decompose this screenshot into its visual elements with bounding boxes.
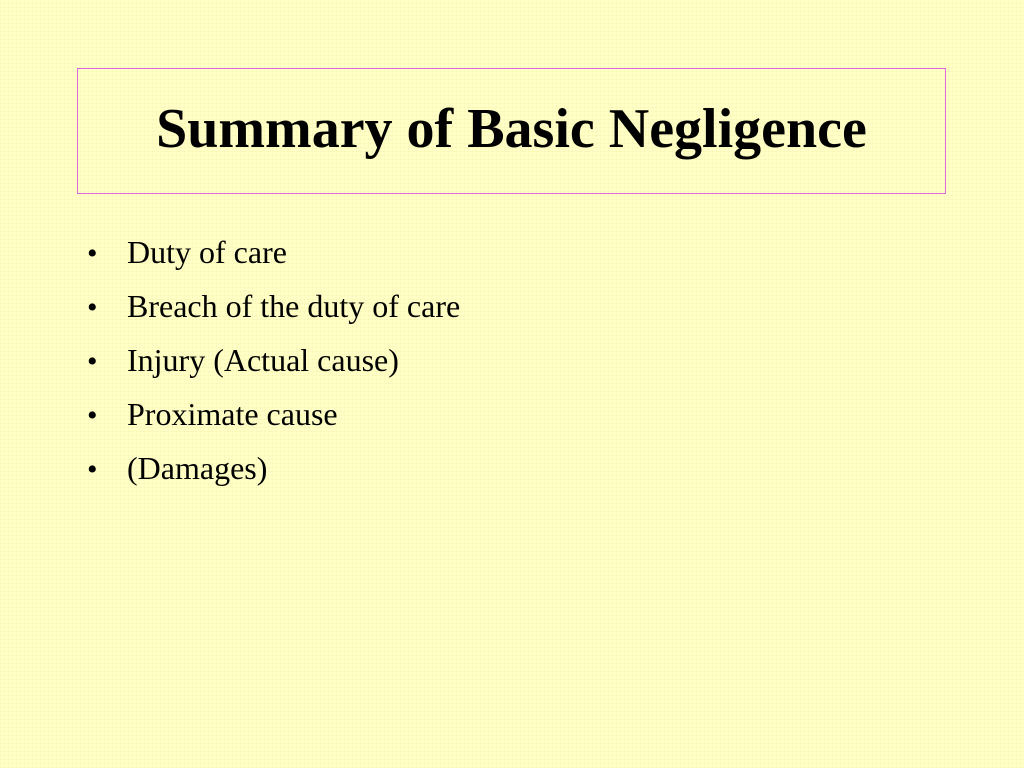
bullet-item-proximate-cause [85,388,460,442]
bullet-list [85,226,460,496]
bullet-text: Breach of the duty of care [127,288,461,324]
bullet-item-duty-of-care [85,226,460,280]
bullet-text: Duty of care [127,234,287,270]
bullet-dot-icon: • [87,453,98,486]
bullet-text: (Damages) [127,450,268,486]
bullet-dot-icon: • [87,345,98,378]
title-box [77,68,946,194]
bullet-item-breach [85,280,460,334]
bullet-text: Injury (Actual cause) [127,342,399,378]
bullet-dot-icon: • [87,399,98,432]
bullet-dot-icon: • [87,291,98,324]
slide-title: Summary of Basic Negligence [156,98,867,160]
bullet-item-injury [85,334,460,388]
bullet-text: Proximate cause [127,396,338,432]
bullet-dot-icon: • [87,237,98,270]
bullet-item-damages [85,442,460,496]
